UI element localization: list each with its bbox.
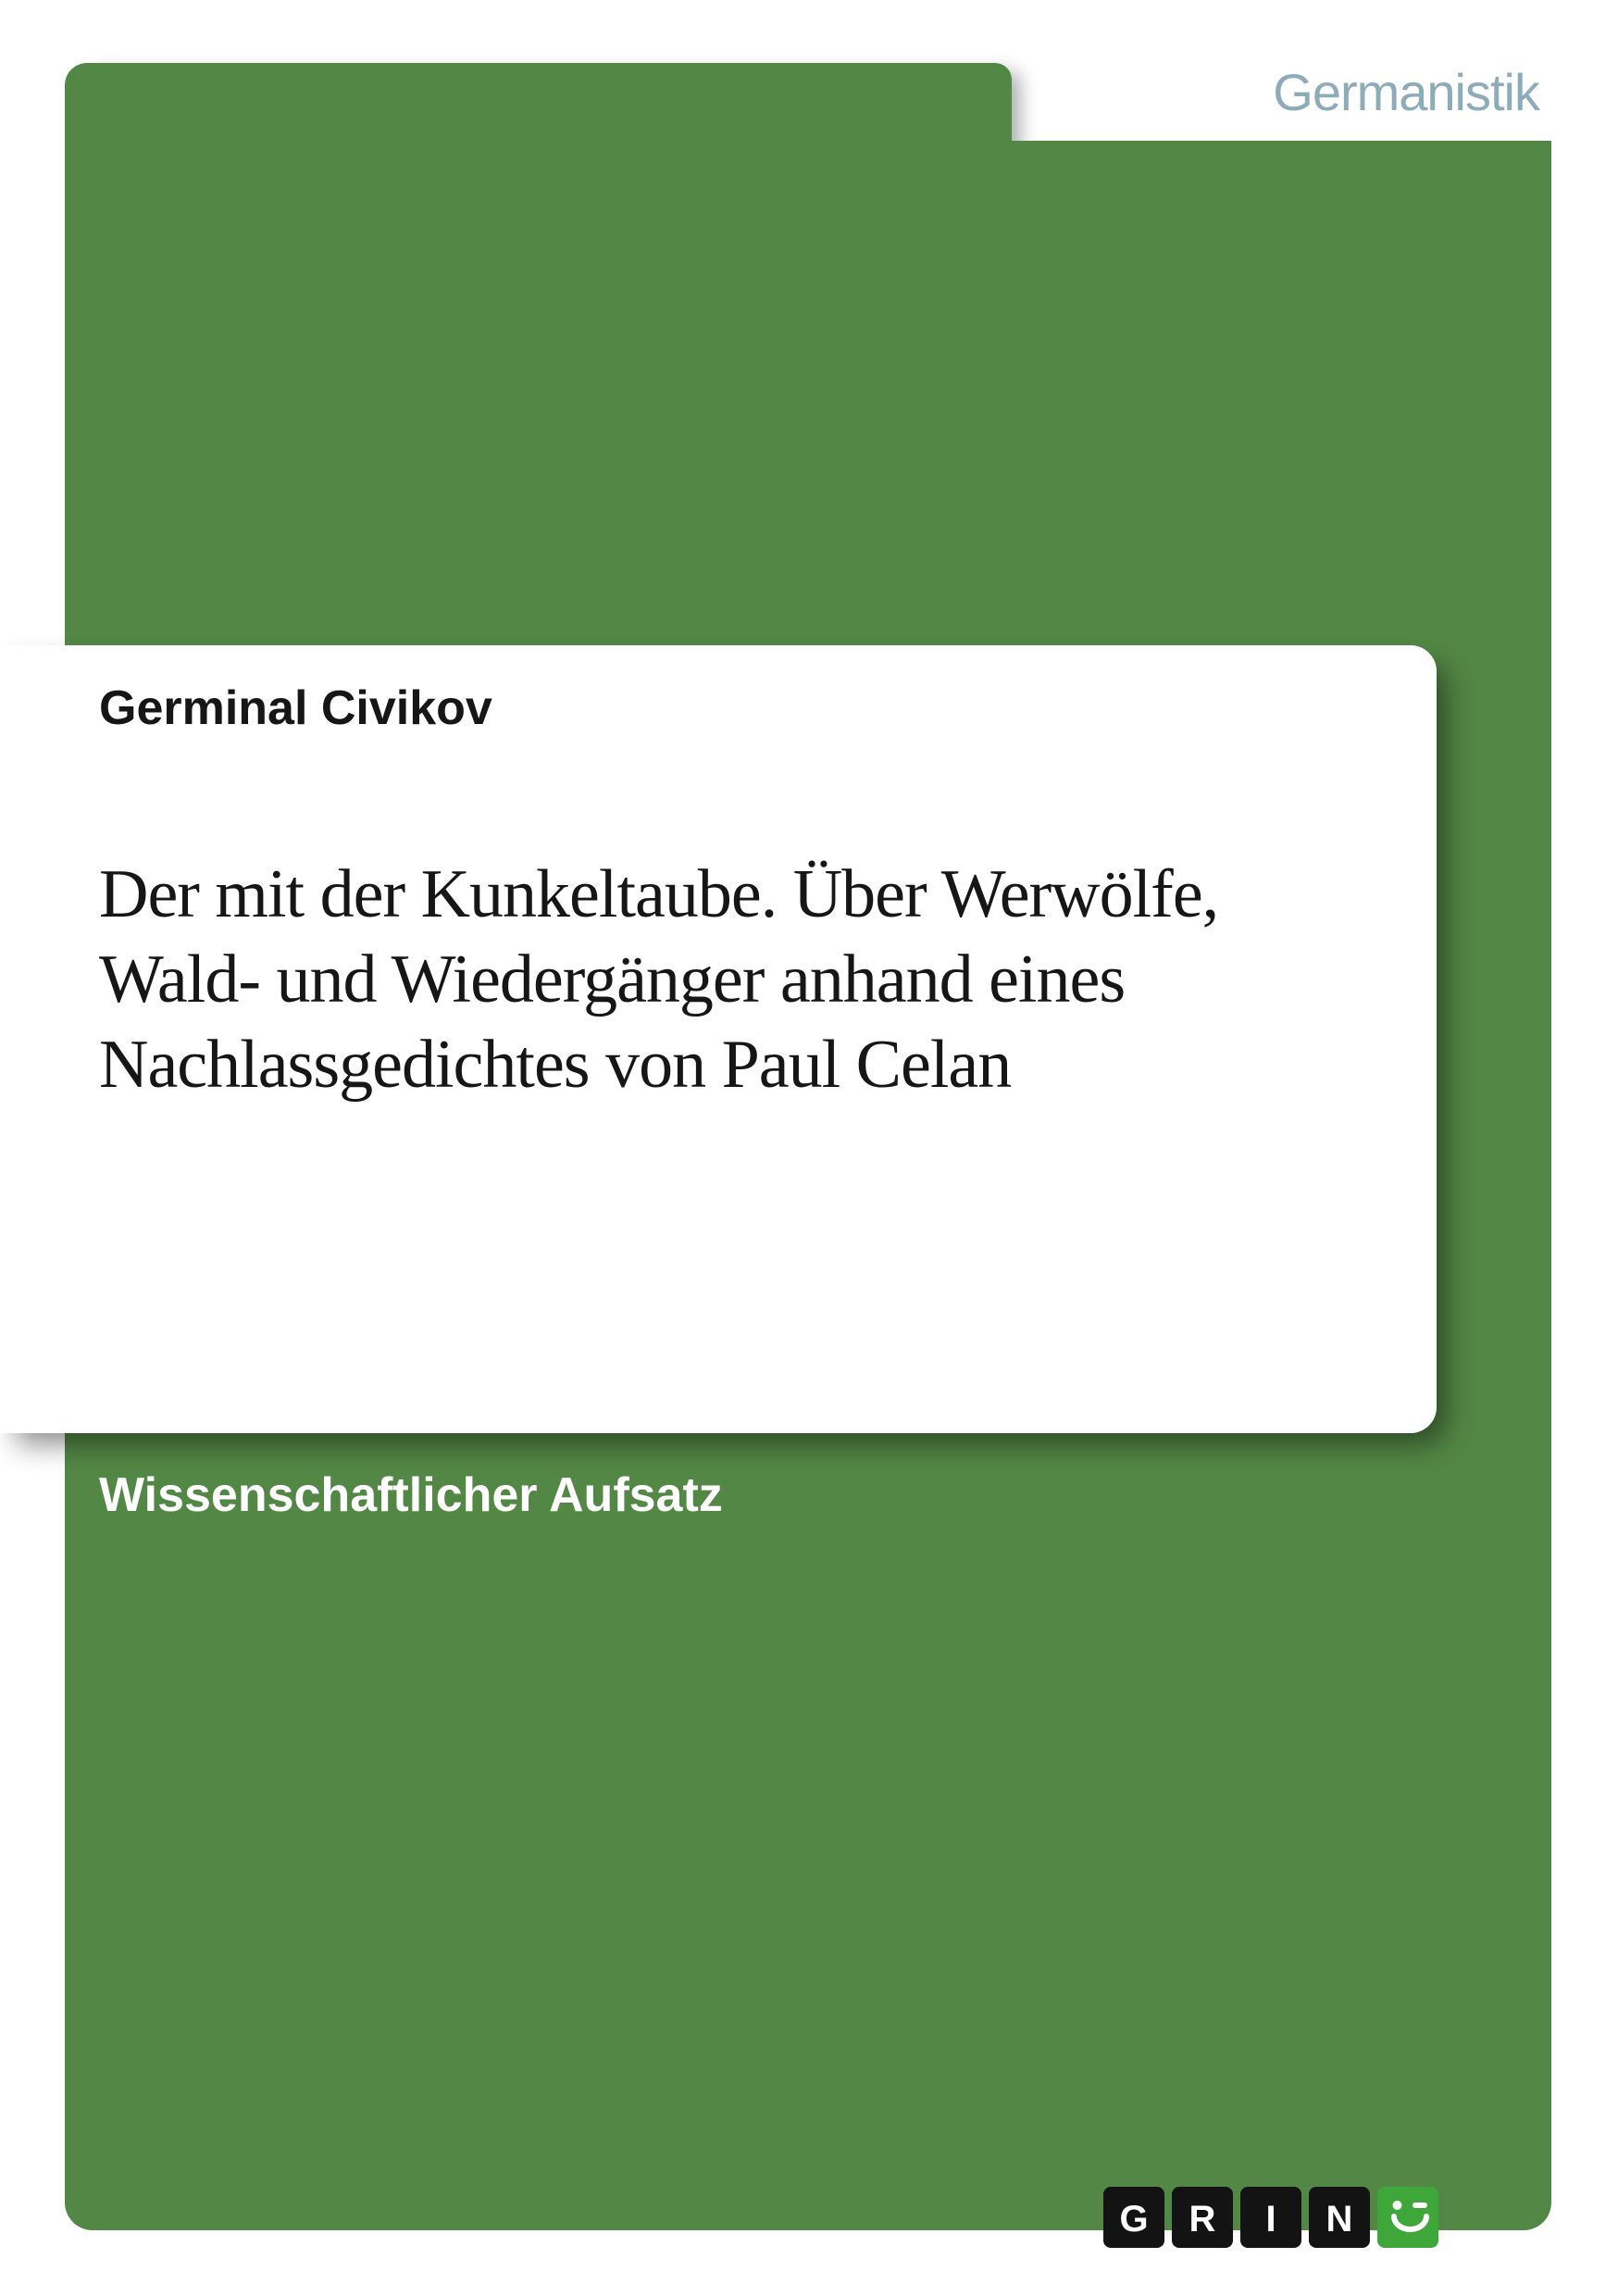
- logo-tile-i: I: [1240, 2187, 1301, 2248]
- document-type-label: Wissenschaftlicher Aufsatz: [99, 1468, 723, 1522]
- book-title: [99, 852, 1218, 1107]
- grin-logo: [1103, 2187, 1438, 2248]
- logo-smiley-tile: [1377, 2187, 1438, 2248]
- category-label: Germanistik: [1273, 63, 1539, 121]
- author-name: Germinal Civikov: [99, 681, 492, 735]
- title-line-1: Der mit der Kunkeltaube. Über Werwölfe,: [99, 856, 1219, 932]
- title-line-2: Wald- und Wiedergänger anhand eines: [99, 942, 1126, 1017]
- winking-smiley-icon: [1377, 2187, 1438, 2248]
- smiley-eye-dot: [1393, 2201, 1402, 2210]
- smiley-eye-wink: [1413, 2202, 1427, 2208]
- title-line-3: Nachlassgedichtes von Paul Celan: [99, 1027, 1012, 1103]
- logo-tile-n: N: [1309, 2187, 1370, 2248]
- title-card: [0, 645, 1437, 1433]
- logo-tile-g: G: [1103, 2187, 1164, 2248]
- smiley-mouth: [1394, 2216, 1426, 2229]
- logo-tile-r: R: [1172, 2187, 1233, 2248]
